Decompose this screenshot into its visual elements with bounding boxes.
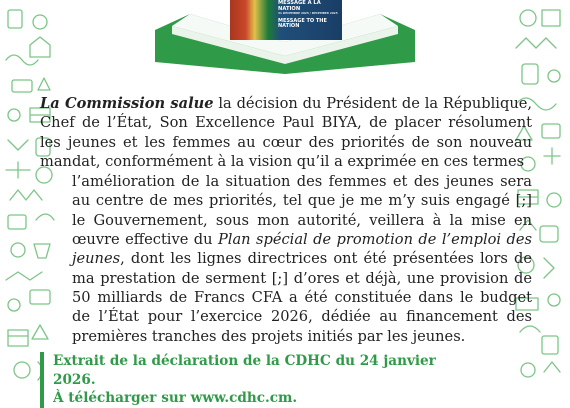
- banner-caption: [278, 1, 340, 30]
- quote-text-part1: l’amélioration de la situation des femmes et des jeunes sera au centre de mes priorités, tel que je me m’y suis engagé [;] le Gouvernement, sous mon autorité, veillera à la mise en œuvre effective du: [72, 173, 532, 249]
- source-line: Extrait de la déclaration de la CDHC du 24 janvier 2026.: [53, 353, 436, 388]
- banner-subtitle: MESSAGE TO THE NATION: [278, 17, 327, 29]
- banner-title: MESSAGE À LA NATION: [278, 0, 321, 12]
- intro-paragraph: [40, 94, 532, 171]
- banner-date: 31 DÉCEMBRE 2025 / DECEMBER 2025: [278, 11, 338, 16]
- quote-paragraph: [72, 172, 532, 346]
- download-line: À télécharger sur www.cdhc.cm.: [53, 390, 298, 406]
- quote-text-part2: , dont les lignes directrices ont été présentées lors de ma prestation de serment [;] d’ores et déjà, une provision de 50 milliards de Francs CFA a été constituée dans le budget de l’État pour l’exercice 2026, dédiée au financement des premières tranches des projets initiés par les jeunes.: [72, 250, 532, 345]
- quote-plan-title: Plan spécial de promotion de l’emploi des jeunes: [72, 231, 532, 268]
- message-to-nation-banner: [150, 0, 420, 75]
- presidential-quote: [72, 172, 532, 346]
- lead-phrase: La Commission salue: [40, 95, 214, 112]
- statement-body: [40, 94, 532, 346]
- intro-text: la décision du Président de la République, Chef de l’État, Son Excellence Paul BIYA, de placer résolument les jeunes et les femmes au cœur des priorités de son nouveau mandat, conformément à la vision qu’il a exprimée en ces termes: [40, 95, 532, 170]
- source-footer: [40, 352, 483, 408]
